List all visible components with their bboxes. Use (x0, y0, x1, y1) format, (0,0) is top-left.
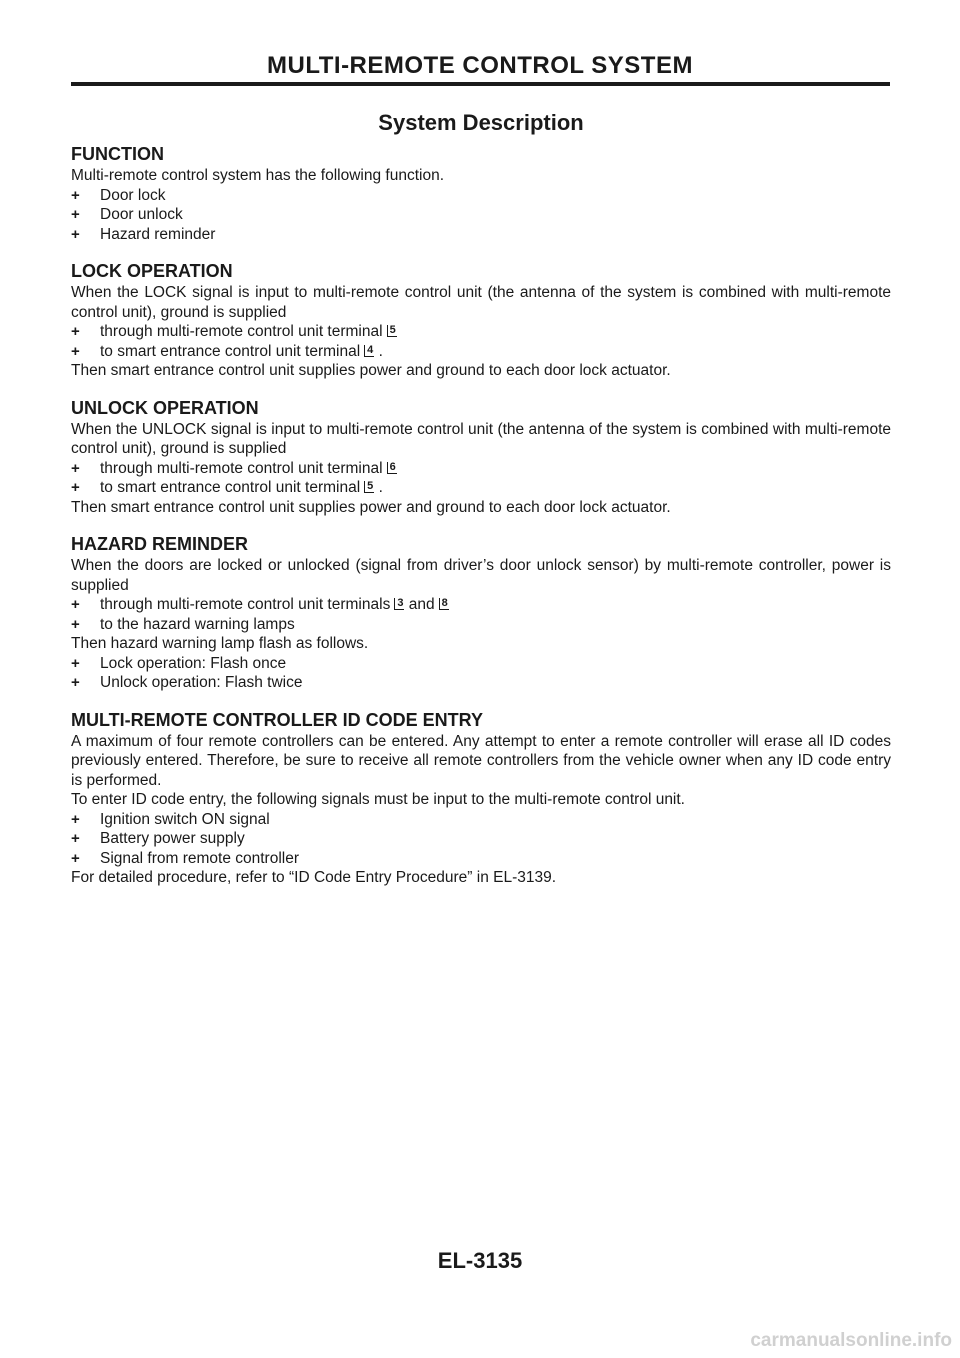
section-outro: Then smart entrance control unit supplies power and ground to each door lock actuator. (71, 362, 671, 379)
watermark: carmanualsonline.info (750, 1330, 952, 1351)
section-heading: UNLOCK OPERATION (71, 397, 259, 418)
flash-list (71, 654, 891, 693)
unlock-list (71, 459, 891, 498)
section-intro: When the UNLOCK signal is input to multi-remote control unit (the antenna of the system is combined with multi-remote control unit), ground is supplied (71, 420, 891, 457)
header-title: MULTI-REMOTE CONTROL SYSTEM (267, 52, 693, 79)
list-item: + through multi-remote control unit terminals 3 and 8 (71, 596, 448, 613)
bullet-icon: + (71, 849, 80, 867)
document-body (71, 108, 891, 888)
bullet-icon: + (71, 830, 80, 847)
list-item: + through multi-remote control unit terminal 5 (71, 323, 396, 340)
terminal-number-icon: 4 (364, 345, 374, 357)
list-item: + Hazard reminder (71, 225, 216, 243)
bullet-icon: + (71, 674, 80, 691)
bullet-icon: + (71, 459, 80, 477)
terminal-number-icon: 3 (394, 598, 404, 610)
function-list (71, 186, 891, 245)
list-item: + Signal from remote controller (71, 849, 299, 867)
terminal-number-icon: 8 (439, 598, 449, 610)
list-item: + through multi-remote control unit terminal 6 (71, 459, 396, 477)
section-heading: LOCK OPERATION (71, 261, 233, 281)
page-title: System Description (378, 110, 584, 135)
section-intro: When the doors are locked or unlocked (signal from driver’s door unlock sensor) by multi-remote controller, power is supplied (71, 557, 891, 594)
terminal-number-icon: 6 (387, 462, 397, 474)
list-item: + to smart entrance control unit terminal 5 . (71, 479, 383, 496)
terminal-number-icon: 5 (364, 481, 374, 493)
section-text: Then hazard warning lamp flash as follows. (71, 635, 369, 652)
bullet-icon: + (71, 323, 80, 340)
terminal-number-icon: 5 (387, 325, 397, 337)
section-text: To enter ID code entry, the following signals must be input to the multi-remote control unit. (71, 791, 685, 808)
page-number: EL-3135 (437, 1248, 523, 1273)
hazard-list (71, 595, 891, 634)
list-item: + Door lock (71, 186, 166, 204)
section-heading: MULTI-REMOTE CONTROLLER ID CODE ENTRY (71, 709, 483, 730)
section-outro: For detailed procedure, refer to “ID Code Entry Procedure” in EL-3139. (71, 869, 557, 886)
list-item: + Door unlock (71, 206, 183, 223)
bullet-icon: + (71, 225, 80, 243)
list-item: + Lock operation: Flash once (71, 654, 287, 672)
section-id-code-entry (71, 708, 891, 888)
list-item: + to smart entrance control unit terminal 4 . (71, 342, 383, 360)
bullet-icon: + (71, 596, 80, 613)
section-heading: FUNCTION (71, 144, 164, 164)
bullet-icon: + (71, 206, 80, 223)
bullet-icon: + (71, 479, 80, 496)
section-hazard-reminder (71, 532, 891, 693)
section-unlock-operation (71, 396, 891, 518)
id-entry-list (71, 810, 891, 869)
list-item: + Unlock operation: Flash twice (71, 674, 303, 691)
section-lock-operation (71, 259, 891, 381)
bullet-icon: + (71, 654, 80, 672)
section-intro: A maximum of four remote controllers can be entered. Any attempt to enter a remote controller will erase all ID codes previously entered. Therefore, be sure to receive all remote controllers from the vehicle owner when any ID code entry is performed. (71, 732, 891, 789)
list-item: + Ignition switch ON signal (71, 810, 270, 828)
bullet-icon: + (71, 810, 80, 828)
section-intro: Multi-remote control system has the following function. (71, 167, 445, 184)
bullet-icon: + (71, 186, 80, 204)
section-intro: When the LOCK signal is input to multi-remote control unit (the antenna of the system is combined with multi-remote control unit), ground is supplied (71, 284, 891, 321)
bullet-icon: + (71, 342, 80, 360)
section-function (71, 142, 891, 244)
header-rule (71, 82, 890, 86)
bullet-icon: + (71, 615, 80, 633)
section-outro: Then smart entrance control unit supplies power and ground to each door lock actuator. (71, 498, 671, 516)
section-heading: HAZARD REMINDER (71, 534, 248, 554)
list-item: + Battery power supply (71, 830, 245, 847)
list-item: + to the hazard warning lamps (71, 615, 295, 633)
lock-list (71, 322, 891, 361)
